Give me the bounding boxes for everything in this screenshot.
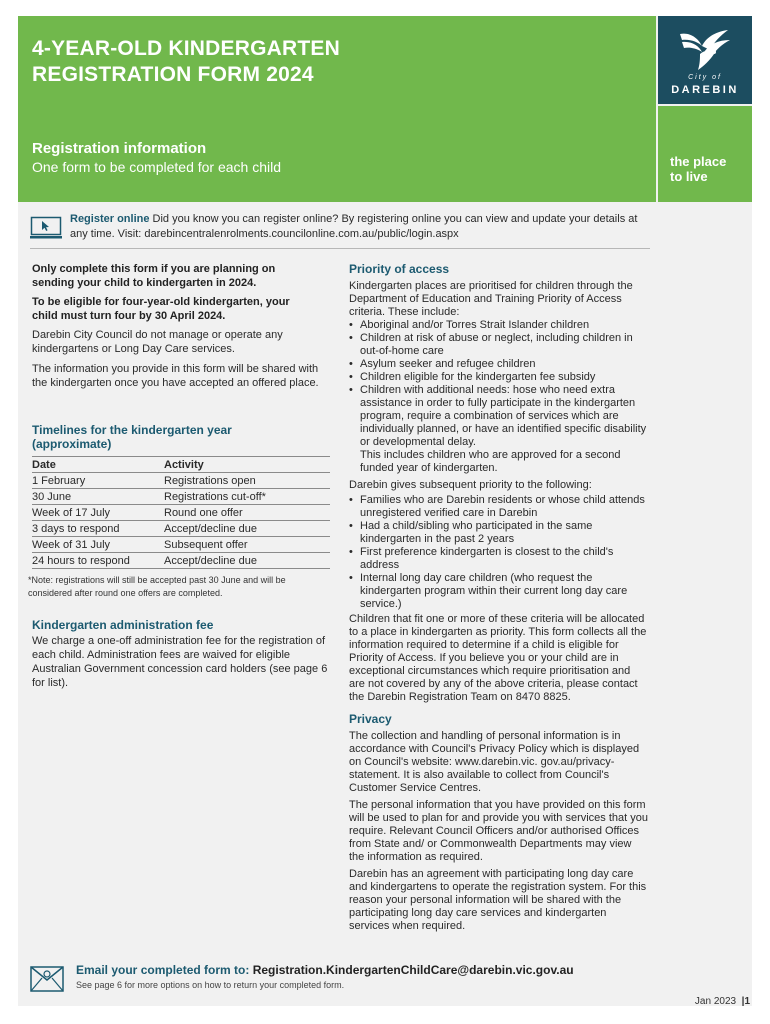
section-heading: [32, 140, 281, 176]
header-banner: [18, 16, 656, 202]
council-disclaimer: Darebin City Council do not manage or operate any kindergartens or Long Day Care services.: [32, 329, 283, 355]
list-item: • Internal long day care children (who request the kindergarten program within their current long day care service.): [349, 572, 649, 611]
footer-date: Jan 2023: [694, 996, 737, 1007]
table-row: Week of 31 July Subsequent offer: [32, 537, 330, 553]
table-row: 1 February Registrations open: [32, 473, 330, 489]
email-label: Email your completed form to:: [76, 963, 253, 977]
admin-fee-text: We charge a one-off administration fee for the registration of each child. Administration fees are waived for eligible Australian Government concession card holders (see page 6 for list).: [32, 635, 328, 689]
priority-extra: This includes children who are approved for a second funded year of kindergarten.: [360, 449, 621, 474]
email-address-link[interactable]: Registration.KindergartenChildCare@darebin.vic.gov.au: [252, 963, 574, 977]
page-number: |1: [741, 996, 750, 1007]
list-item: • Had a child/sibling who participated in the same kindergarten in the past 2 years: [349, 520, 649, 546]
section-subtitle: One form to be completed for each child: [32, 159, 282, 175]
darebin-logo: [658, 16, 752, 104]
list-item: • Aboriginal and/or Torres Strait Islander children: [349, 319, 649, 332]
list-item: • Children with additional needs: hose who need extra assistance in order to fully participate in the kindergarten program, require a combination of services which are individually planned, or have an identified specific disability or developmental delay.: [349, 384, 649, 449]
priority-intro: Kindergarten places are prioritised for children through the Department of Education and Training Priority of Access criteria. These include:: [349, 280, 633, 318]
envelope-at-icon: [30, 966, 64, 992]
list-item: • Children eligible for the kindergarten fee subsidy: [349, 371, 649, 384]
priority-list: [349, 319, 649, 449]
eligibility-intro: Only complete this form if you are planning on sending your child to kindergarten in 2024.: [32, 263, 276, 289]
logo-wordmark: DAREBIN: [671, 84, 739, 96]
admin-fee-heading: Kindergarten administration fee: [32, 618, 214, 632]
table-row: 3 days to respond Accept/decline due: [32, 521, 330, 537]
right-column: [349, 262, 649, 933]
privacy-use-text: The personal information that you have provided on this form will be used to plan for and provide you with services that you require. Relevant Council Officers and/or authorised Offices from State and/ or Commonwealth Departments may view the information as required.: [349, 799, 648, 863]
register-online-lead: Register online: [70, 213, 150, 225]
email-subtext: See page 6 for more options on how to return your completed form.: [76, 980, 345, 990]
privacy-sharing-text: Darebin has an agreement with participating long day care and kindergartens to operate the registration system. For this reason your personal information will be shared with the participating long day care services and kindergarten services when required.: [349, 868, 647, 932]
computer-cursor-icon: [30, 216, 62, 240]
column-header-activity: Activity: [164, 457, 330, 473]
register-online-text: [70, 212, 650, 242]
register-online-body: Did you know you can register online? By registering online you can view and update your details at any time. Visit: darebincentralenrolments.councilonline.com.au/public/login.aspx: [70, 213, 638, 240]
section-title: Registration information: [32, 140, 207, 157]
tagline: the place to live: [670, 154, 727, 184]
table-row: 30 June Registrations cut-off*: [32, 489, 330, 505]
email-instruction: [76, 962, 574, 978]
subsequent-intro: Darebin gives subsequent priority to the following:: [349, 479, 592, 491]
timelines-heading: Timelines for the kindergarten year (approximate): [32, 423, 232, 451]
table-row: Week of 17 July Round one offer: [32, 505, 330, 521]
timelines-note: *Note: registrations will still be accepted past 30 June and will be considered after round one offers are completed.: [28, 575, 286, 598]
table-header-row: [32, 457, 330, 473]
form-title: 4-YEAR-OLD KINDERGARTEN REGISTRATION FORM 2024: [32, 37, 340, 86]
list-item: • First preference kindergarten is closest to the child's address: [349, 546, 649, 572]
list-item: • Families who are Darebin residents or whose child attends unregistered verified care in Darebin: [349, 494, 649, 520]
column-header-date: Date: [32, 457, 164, 473]
criteria-text: Children that fit one or more of these criteria will be allocated to a place in kindergarten as priority. This form collects all the information required to determine if a child is eligible for Priority of Access. If you believe you or your child are in exceptional circumstances which require prioritisation and are not covered by any of the above criteria, please contact the Darebin Registration Team on 8470 8825.: [349, 613, 647, 703]
divider: [30, 248, 650, 249]
table-row: 24 hours to respond Accept/decline due: [32, 553, 330, 569]
priority-heading: Priority of access: [349, 262, 450, 276]
page-footer: [695, 996, 750, 1007]
bird-logo-icon: [676, 26, 734, 74]
list-item: • Children at risk of abuse or neglect, including children in out-of-home care: [349, 332, 649, 358]
logo-city-of: City of: [688, 74, 722, 81]
eligibility-age-rule: To be eligible for four-year-old kindergarten, your child must turn four by 30 April 2024.: [32, 296, 290, 322]
privacy-heading: Privacy: [349, 712, 392, 726]
list-item: • Asylum seeker and refugee children: [349, 358, 649, 371]
info-sharing-text: The information you provide in this form will be shared with the kindergarten once you have accepted an offered place.: [32, 363, 319, 389]
tagline-panel: [658, 106, 752, 202]
subsequent-list: [349, 494, 649, 611]
timelines-table: [32, 456, 330, 569]
privacy-policy-text: The collection and handling of personal information is in accordance with Council's Privacy Policy which is displayed on Council's website: www.darebin.vic. gov.au/privacy-statement. It is also available to collect from Council's Customer Service Centres.: [349, 730, 640, 794]
